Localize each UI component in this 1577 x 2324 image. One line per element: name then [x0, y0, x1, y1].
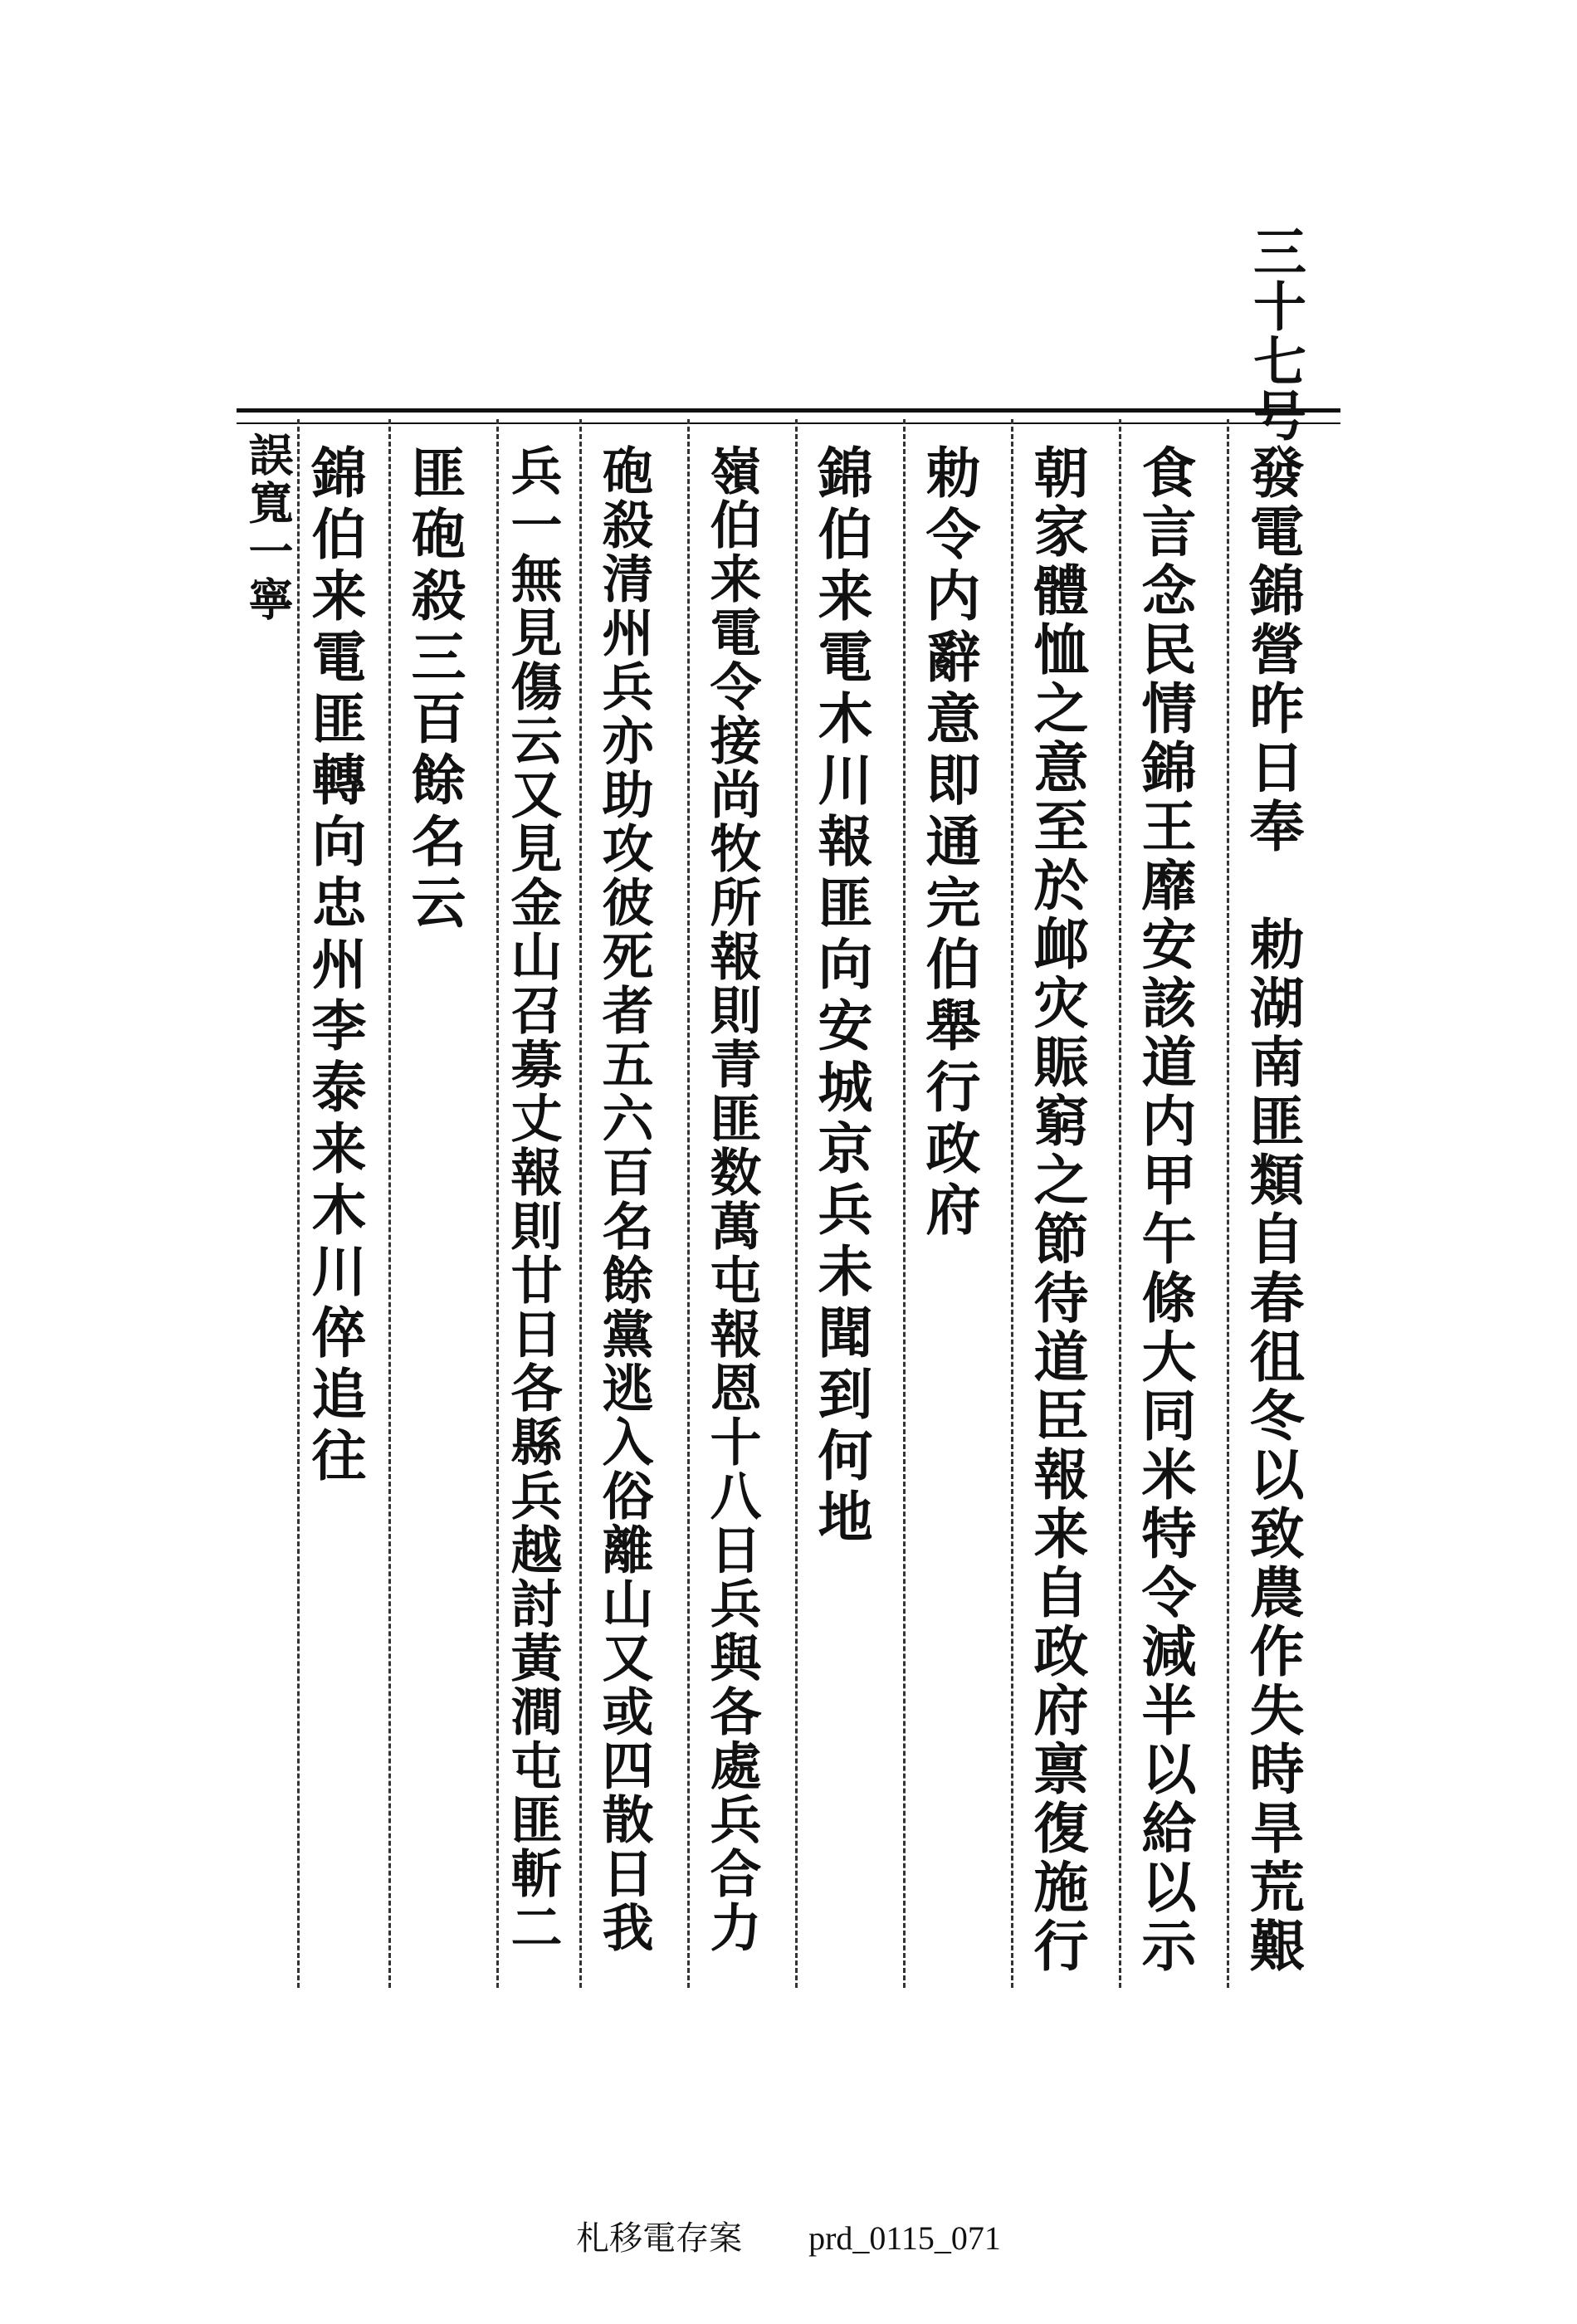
column-divider — [903, 419, 906, 1988]
text-column-6: 嶺伯来電令接尚牧所報則青匪数萬屯報恩十八日兵與各處兵合力 — [701, 444, 762, 1955]
page-number: 三十七号 — [1244, 224, 1306, 443]
text-column-1: 發電錦營昨日奉 勅湖南匪類自春徂冬以致農作失時旱荒艱 — [1240, 444, 1305, 1976]
margin-label: 誤寬一寧 — [242, 432, 295, 624]
text-column-7: 砲殺清州兵亦助攻彼死者五六百名餘黨逃入俗離山又或四散日我 — [593, 444, 654, 1955]
column-divider — [687, 419, 690, 1988]
text-column-4: 勅令内辭意即通完伯舉行政府 — [916, 444, 981, 1243]
column-divider — [795, 419, 798, 1988]
column-divider — [1011, 419, 1013, 1988]
text-column-5: 錦伯来電木川報匪向安城京兵未聞到何地 — [808, 444, 873, 1550]
column-divider — [388, 419, 391, 1988]
top-border-rule — [237, 408, 1340, 424]
column-divider — [579, 419, 582, 1988]
text-column-9: 匪砲殺三百餘名云 — [402, 444, 466, 935]
text-column-2: 食言念民情錦王靡安該道内甲午條大同米特令減半以給以示 — [1132, 444, 1197, 1976]
column-divider — [297, 419, 300, 1988]
column-divider — [1119, 419, 1121, 1988]
column-divider — [496, 419, 499, 1988]
text-column-10: 錦伯来電匪轉向忠州李泰来木川倅追往 — [302, 444, 367, 1488]
column-divider — [1227, 419, 1229, 1988]
text-column-8: 兵一無見傷云又見金山召募丈報則廿日各縣兵越討黃澗屯匪斬二 — [502, 444, 563, 1955]
footer-caption — [0, 2212, 1577, 2259]
footer-code: prd_0115_071 — [808, 2219, 1001, 2257]
text-column-3: 朝家體恤之意至於䘏灾賑窮之節待道臣報来自政府禀復施行 — [1024, 444, 1089, 1976]
footer-title: 札移電存案 — [576, 2219, 743, 2257]
